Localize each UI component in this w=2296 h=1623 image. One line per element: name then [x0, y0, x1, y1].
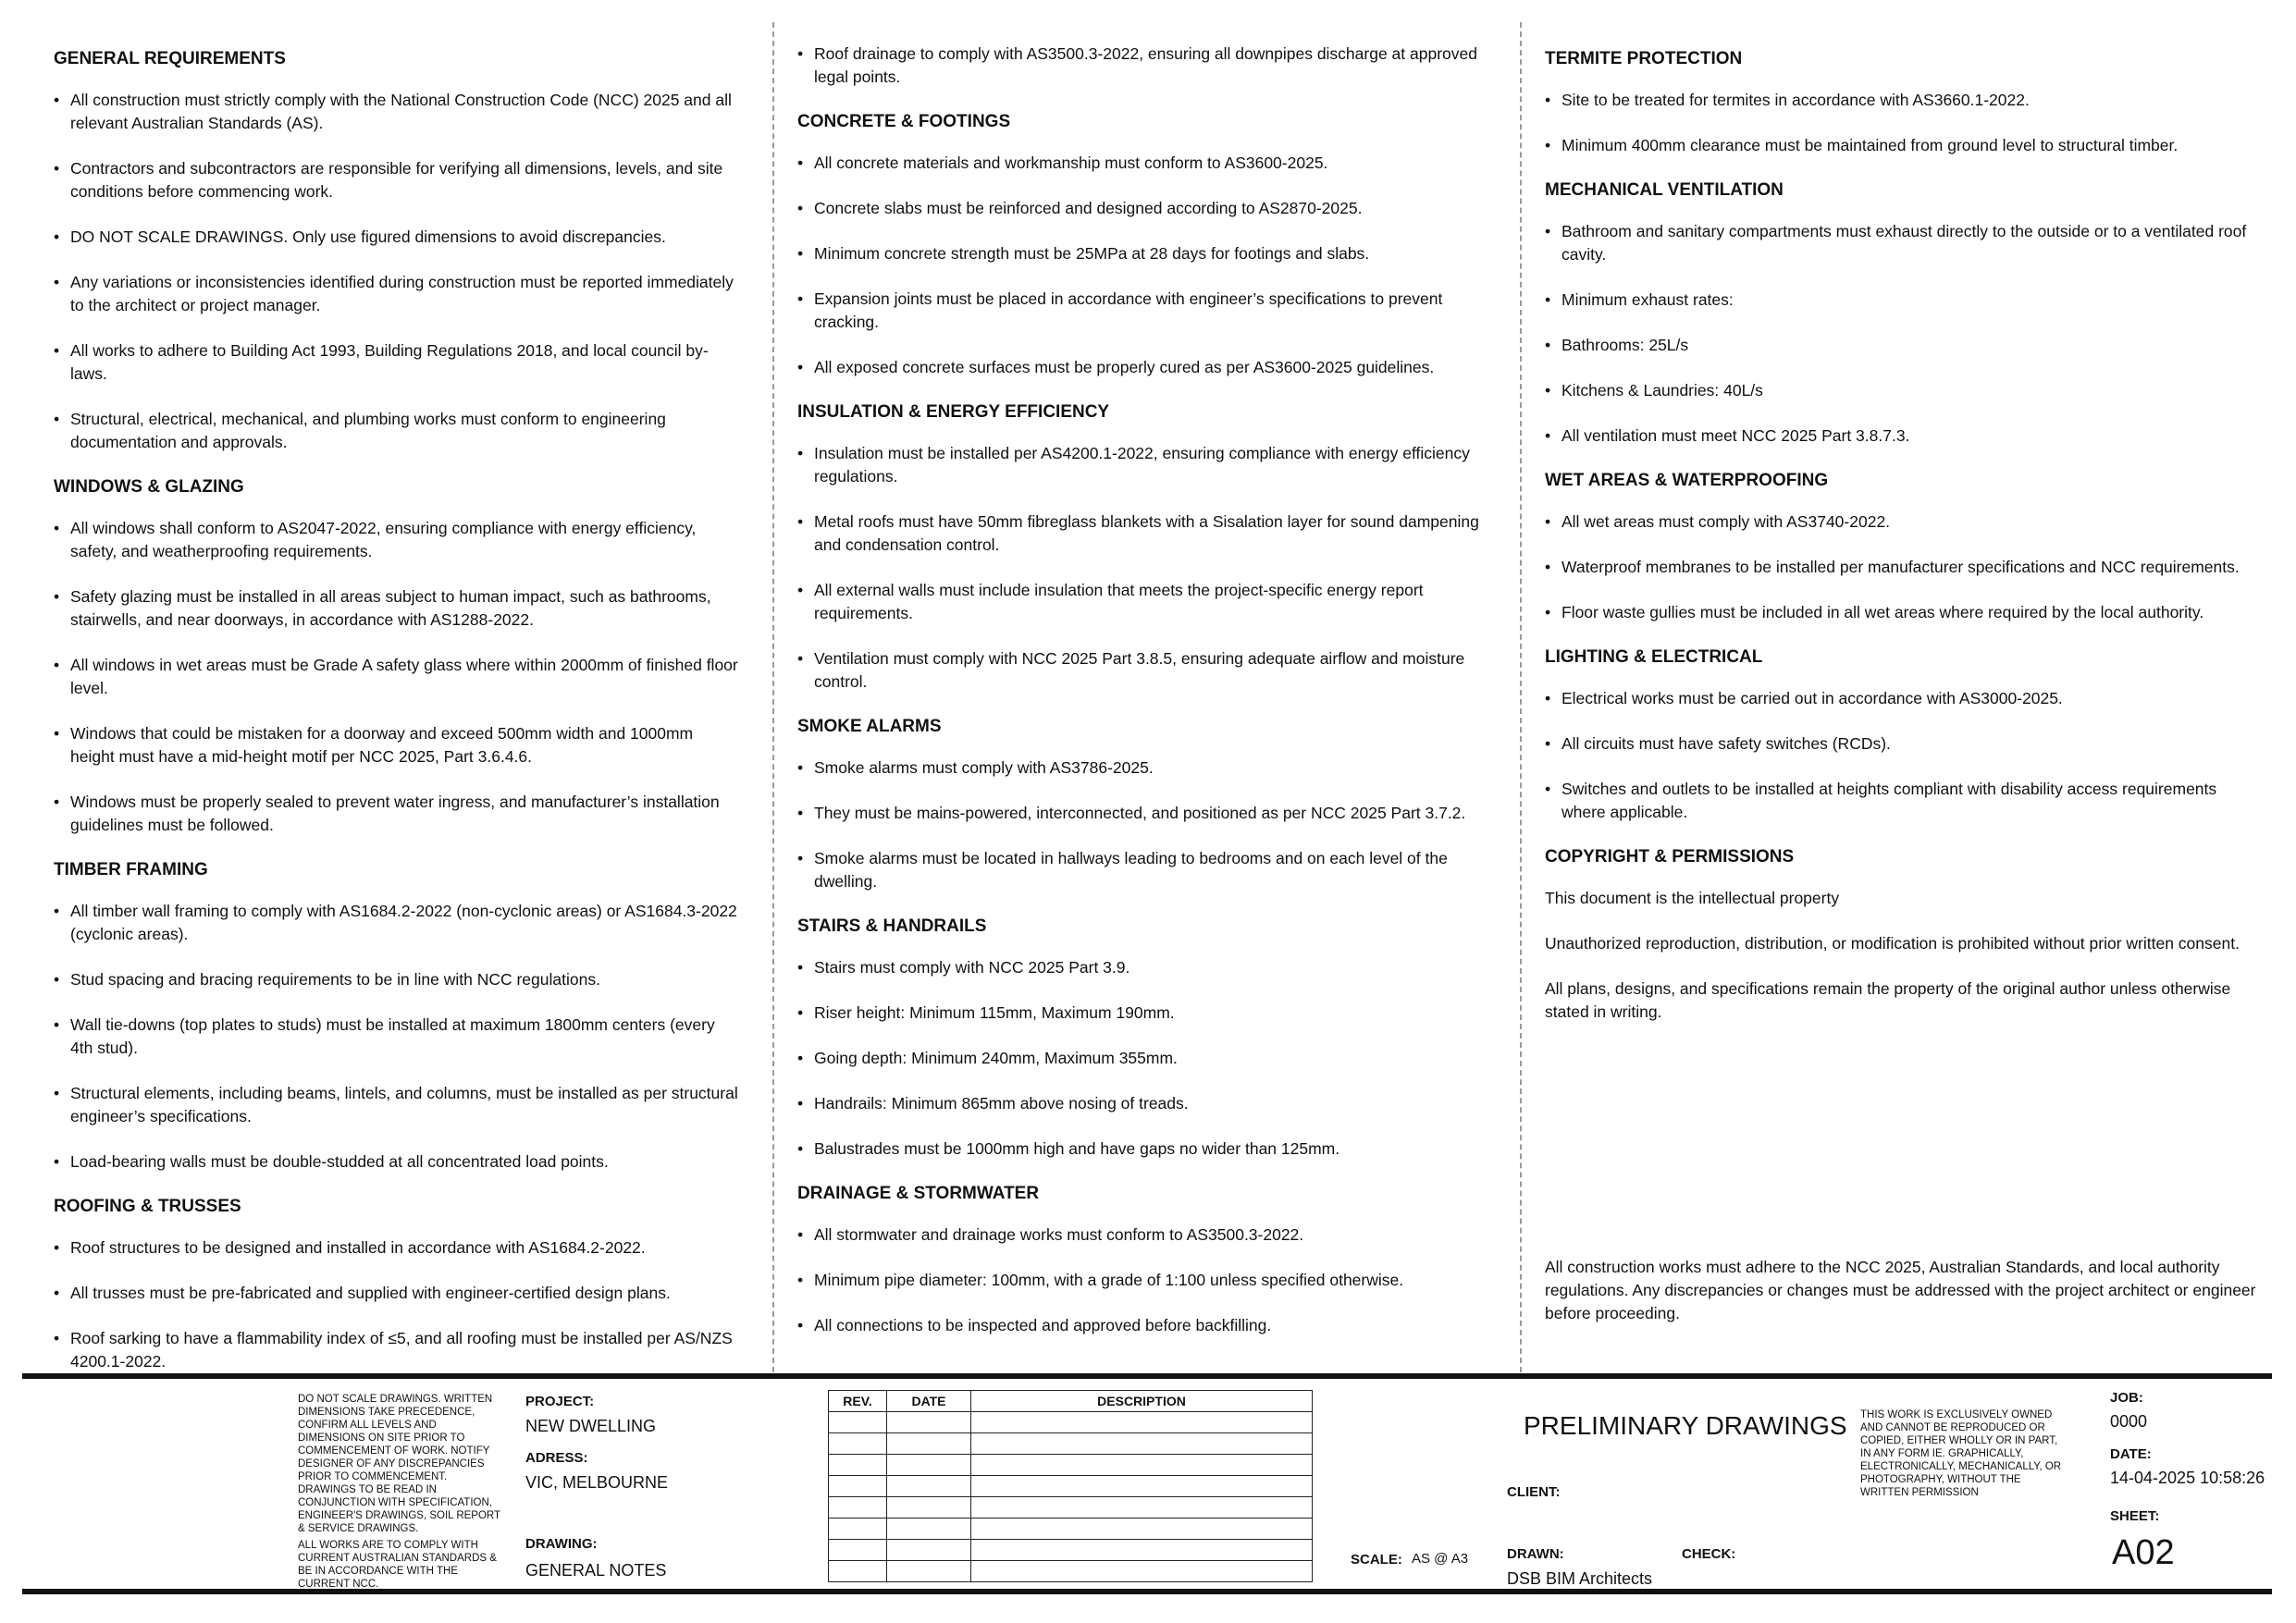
section-title: TIMBER FRAMING [54, 860, 208, 879]
note-item: • Riser height: Minimum 115mm, Maximum 190mm. [797, 1002, 1502, 1025]
revision-row [829, 1433, 1313, 1455]
disclaimer-compliance: ALL WORKS ARE TO COMPLY WITH CURRENT AUSTRALIAN STANDARDS & BE IN ACCORDANCE WITH THE CURRENT NCC. [298, 1540, 497, 1590]
note-item: • All construction must strictly comply with the National Construction Code (NCC) 2025 and all relevant Australian Standards (AS). [54, 89, 738, 135]
note-item: • Switches and outlets to be installed at heights compliant with disability access requirements where applicable. [1545, 778, 2257, 824]
note-item: • Metal roofs must have 50mm fibreglass blankets with a Sisalation layer for sound dampening and condensation control. [797, 510, 1502, 557]
note-item: • Stud spacing and bracing requirements to be in line with NCC regulations. [54, 968, 738, 991]
sheet-value: A02 [2112, 1533, 2175, 1572]
note-item: • Bathrooms: 25L/s [1545, 334, 2257, 357]
drawing-label: DRAWING: [525, 1536, 598, 1552]
sheet-label: SHEET: [2110, 1508, 2160, 1524]
revision-row [829, 1476, 1313, 1497]
revision-row [829, 1518, 1313, 1540]
note-item: • They must be mains-powered, interconnected, and positioned as per NCC 2025 Part 3.7.2. [797, 802, 1502, 825]
note-item: • Insulation must be installed per AS4200.1-2022, ensuring compliance with energy efficiency regulations. [797, 442, 1502, 488]
column-divider [1520, 22, 1522, 1372]
note-item: • Kitchens & Laundries: 40L/s [1545, 379, 2257, 402]
note-item: • Waterproof membranes to be installed per manufacturer specifications and NCC requirements. [1545, 556, 2257, 579]
note-item: • All exposed concrete surfaces must be properly cured as per AS3600-2025 guidelines. [797, 356, 1502, 379]
revision-row [829, 1497, 1313, 1518]
drawing-status: PRELIMINARY DRAWINGS [1524, 1411, 1847, 1440]
check-label: CHECK: [1682, 1546, 1736, 1562]
section-title: SMOKE ALARMS [797, 717, 942, 736]
footer-note: All construction works must adhere to the NCC 2025, Australian Standards, and local authority regulations. Any discrepancies or changes must be addressed with the project architect or engineer before proceeding. [1545, 1258, 2256, 1322]
note-item: • All ventilation must meet NCC 2025 Part 3.8.7.3. [1545, 424, 2257, 448]
note-item: • Minimum concrete strength must be 25MPa at 28 days for footings and slabs. [797, 242, 1502, 265]
note-list [54, 1236, 738, 1373]
revision-table [828, 1390, 1313, 1582]
note-item: • All external walls must include insulation that meets the project-specific energy report requirements. [797, 579, 1502, 625]
drawn-value: DSB BIM Architects [1507, 1569, 1653, 1588]
note-item: • Minimum pipe diameter: 100mm, with a grade of 1:100 unless specified otherwise. [797, 1269, 1502, 1292]
section-title: STAIRS & HANDRAILS [797, 916, 987, 936]
note-list [1545, 220, 2257, 448]
drawing-value: GENERAL NOTES [525, 1561, 667, 1580]
note-list [1545, 89, 2257, 157]
note-list [797, 756, 1502, 893]
note-item: • Smoke alarms must comply with AS3786-2025. [797, 756, 1502, 780]
note-item: • Electrical works must be carried out in accordance with AS3000-2025. [1545, 687, 2257, 710]
section-title: WET AREAS & WATERPROOFING [1545, 471, 1829, 490]
client-label: CLIENT: [1507, 1484, 1561, 1500]
note-item: • Any variations or inconsistencies identified during construction must be reported immediately to the architect or project manager. [54, 271, 738, 317]
date-label: DATE: [2110, 1446, 2152, 1462]
note-item: • Going depth: Minimum 240mm, Maximum 355mm. [797, 1047, 1502, 1070]
note-item: • All windows in wet areas must be Grade A safety glass where within 2000mm of finished floor level. [54, 654, 738, 700]
note-item: • All windows shall conform to AS2047-2022, ensuring compliance with energy efficiency, safety, and weatherproofing requirements. [54, 517, 738, 563]
revision-row [829, 1561, 1313, 1582]
note-item: • All connections to be inspected and approved before backfilling. [797, 1314, 1502, 1337]
drawn-label: DRAWN: [1507, 1546, 1564, 1562]
note-list [1545, 510, 2257, 624]
copyright-notice: THIS WORK IS EXCLUSIVELY OWNED AND CANNOT BE REPRODUCED OR COPIED, EITHER WHOLLY OR IN PART, IN ANY FORM IE. GRAPHICALLY, ELECTRONICALLY, MECHANICALLY, OR PHOTOGRAPHY, WITHOUT THE WRITTEN PERMISSION [1860, 1409, 2062, 1498]
note-item: • All timber wall framing to comply with AS1684.2-2022 (non-cyclonic areas) or AS1684.3-2022 (cyclonic areas). [54, 900, 738, 946]
section-title: ROOFING & TRUSSES [54, 1197, 241, 1216]
note-item: • Minimum exhaust rates: [1545, 289, 2257, 312]
revision-row [829, 1412, 1313, 1433]
note-list [1545, 687, 2257, 824]
note-item: • DO NOT SCALE DRAWINGS. Only use figured dimensions to avoid discrepancies. [54, 226, 738, 249]
note-item: • Roof sarking to have a flammability index of ≤5, and all roofing must be installed per AS/NZS 4200.1-2022. [54, 1327, 738, 1373]
address-label: ADRESS: [525, 1450, 588, 1466]
note-item: • All circuits must have safety switches (RCDs). [1545, 732, 2257, 756]
note-item: • Structural elements, including beams, lintels, and columns, must be installed as per structural engineer’s specifications. [54, 1082, 738, 1128]
note-item: • Handrails: Minimum 865mm above nosing of treads. [797, 1092, 1502, 1115]
copyright-paragraph: All plans, designs, and specifications remain the property of the original author unless otherwise stated in writing. [1545, 979, 2231, 1021]
description-column-header: DESCRIPTION [971, 1391, 1313, 1412]
section-title: WINDOWS & GLAZING [54, 477, 244, 497]
revision-row [829, 1540, 1313, 1561]
note-item: • Roof drainage to comply with AS3500.3-2022, ensuring all downpipes discharge at approved legal points. [797, 43, 1502, 89]
note-item: • Contractors and subcontractors are responsible for verifying all dimensions, levels, and site conditions before commencing work. [54, 157, 738, 203]
copyright-paragraph: This document is the intellectual property [1545, 889, 1840, 907]
note-list [797, 152, 1502, 379]
note-list [54, 89, 738, 454]
section-title: LIGHTING & ELECTRICAL [1545, 647, 1763, 667]
revision-table-header [829, 1391, 1313, 1412]
note-list [797, 43, 1502, 89]
address-value: VIC, MELBOURNE [525, 1473, 669, 1492]
section-title: DRAINAGE & STORMWATER [797, 1184, 1040, 1203]
note-item: • All trusses must be pre-fabricated and supplied with engineer-certified design plans. [54, 1282, 738, 1305]
note-list [797, 442, 1502, 694]
note-item: • All concrete materials and workmanship must conform to AS3600-2025. [797, 152, 1502, 175]
notes-column-3 [1545, 43, 2257, 1046]
section-title: INSULATION & ENERGY EFFICIENCY [797, 402, 1110, 422]
note-item: • Windows must be properly sealed to prevent water ingress, and manufacturer’s installation guidelines must be followed. [54, 791, 738, 837]
revision-row [829, 1455, 1313, 1476]
note-list [797, 956, 1502, 1161]
note-item: • All works to adhere to Building Act 1993, Building Regulations 2018, and local council by-laws. [54, 339, 738, 386]
job-label: JOB: [2110, 1390, 2143, 1406]
note-item: • Bathroom and sanitary compartments must exhaust directly to the outside or to a ventilated roof cavity. [1545, 220, 2257, 266]
note-item: • Windows that could be mistaken for a doorway and exceed 500mm width and 1000mm height must have a mid-height motif per NCC 2025, Part 3.6.4.6. [54, 722, 738, 768]
note-list [54, 517, 738, 837]
note-item: • All wet areas must comply with AS3740-2022. [1545, 510, 2257, 534]
note-item: • Balustrades must be 1000mm high and have gaps no wider than 125mm. [797, 1137, 1502, 1161]
note-item: • Safety glazing must be installed in all areas subject to human impact, such as bathrooms, stairwells, and near doorways, in accordance with AS1288-2022. [54, 585, 738, 632]
project-label: PROJECT: [525, 1394, 595, 1409]
date-value: 14-04-2025 10:58:26 [2110, 1469, 2265, 1487]
note-item: • Concrete slabs must be reinforced and designed according to AS2870-2025. [797, 197, 1502, 220]
project-value: NEW DWELLING [525, 1417, 657, 1435]
scale-value: AS @ A3 [1412, 1551, 1469, 1567]
rev-column-header: REV. [829, 1391, 887, 1412]
job-value: 0000 [2110, 1412, 2148, 1431]
note-item: • Minimum 400mm clearance must be maintained from ground level to structural timber. [1545, 134, 2257, 157]
note-item: • Floor waste gullies must be included in all wet areas where required by the local authority. [1545, 601, 2257, 624]
disclaimer-scale: DO NOT SCALE DRAWINGS. WRITTEN DIMENSIONS TAKE PRECEDENCE, CONFIRM ALL LEVELS AND DIMENSIONS ON SITE PRIOR TO COMMENCEMENT OF WORK. NOTIFY DESIGNER OF ANY DISCREPANCIES PRIOR TO COMMENCEMENT. DRAWINGS TO BE READ IN CONJUNCTION WITH SPECIFICATION, ENGINEER'S DRAWINGS, SOIL REPORT & SERVICE DRAWINGS. [298, 1394, 500, 1534]
note-item: • Stairs must comply with NCC 2025 Part 3.9. [797, 956, 1502, 979]
note-list [54, 900, 738, 1174]
date-column-header: DATE [887, 1391, 971, 1412]
note-item: • All stormwater and drainage works must conform to AS3500.3-2022. [797, 1223, 1502, 1247]
note-item: • Smoke alarms must be located in hallways leading to bedrooms and on each level of the dwelling. [797, 847, 1502, 893]
section-title: GENERAL REQUIREMENTS [54, 49, 286, 68]
section-title: CONCRETE & FOOTINGS [797, 112, 1011, 131]
note-item: • Wall tie-downs (top plates to studs) must be installed at maximum 1800mm centers (every 4th stud). [54, 1014, 738, 1060]
note-item: • Load-bearing walls must be double-studded at all concentrated load points. [54, 1150, 738, 1174]
section-title: COPYRIGHT & PERMISSIONS [1545, 847, 1795, 867]
note-list [797, 1223, 1502, 1337]
note-item: • Structural, electrical, mechanical, and plumbing works must conform to engineering documentation and approvals. [54, 408, 738, 454]
section-title: MECHANICAL VENTILATION [1545, 180, 1784, 200]
notes-column-1 [54, 43, 738, 1396]
title-block-top-border [22, 1373, 2272, 1379]
note-item: • Site to be treated for termites in accordance with AS3660.1-2022. [1545, 89, 2257, 112]
copyright-paragraph: Unauthorized reproduction, distribution, or modification is prohibited without prior written consent. [1545, 934, 2240, 953]
note-item: • Expansion joints must be placed in accordance with engineer’s specifications to prevent cracking. [797, 288, 1502, 334]
scale-label: SCALE: [1351, 1552, 1402, 1568]
section-title: TERMITE PROTECTION [1545, 49, 1743, 68]
note-item: • Roof structures to be designed and installed in accordance with AS1684.2-2022. [54, 1236, 738, 1260]
column-divider [772, 22, 774, 1372]
note-item: • Ventilation must comply with NCC 2025 Part 3.8.5, ensuring adequate airflow and moisture control. [797, 647, 1502, 694]
notes-column-2 [797, 43, 1502, 1359]
